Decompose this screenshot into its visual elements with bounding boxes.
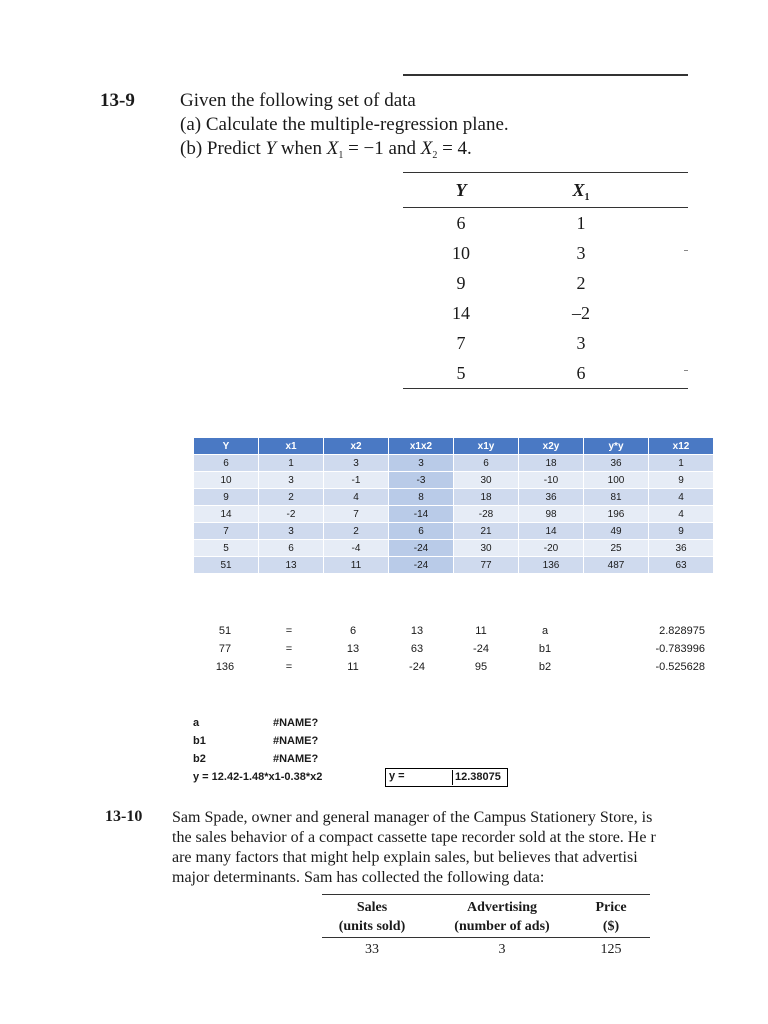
problem-number-13-9: 13-9 [100, 90, 135, 111]
cell: 13 [346, 643, 360, 655]
cell: 63 [649, 557, 714, 574]
cell: -20 [519, 540, 584, 557]
text-line: are many factors that might help explain sales, but believes that advertisi [172, 849, 638, 866]
cell: 63 [410, 643, 424, 655]
cell: 4 [324, 489, 389, 506]
cell: 51 [194, 557, 259, 574]
cell: 3 [259, 472, 324, 489]
cell: 13 [410, 625, 424, 637]
cell: 4 [649, 489, 714, 506]
cell: 11 [324, 557, 389, 574]
part-b-when: when [276, 138, 327, 159]
part-b-x2-sub: 2 [432, 150, 438, 161]
cell: 136 [215, 661, 235, 673]
col-header-x2: x2 [324, 438, 389, 455]
cell: 2.828975 [659, 625, 705, 637]
equation-row [193, 658, 705, 676]
cell: 1 [649, 455, 714, 472]
cell: 18 [519, 455, 584, 472]
header-price [572, 898, 650, 936]
prediction-label: y = [389, 770, 405, 782]
table-row [194, 523, 714, 540]
equation-row [193, 622, 705, 640]
cell: 36 [649, 540, 714, 557]
cell: b2 [538, 661, 552, 673]
cell: 10 [194, 472, 259, 489]
cell: 8 [389, 489, 454, 506]
cell: -14 [389, 506, 454, 523]
problem-part-b [180, 137, 472, 168]
table-row [194, 506, 714, 523]
cell: -2 [259, 506, 324, 523]
cell-x1: 3 [576, 243, 586, 263]
sales-table-header [322, 895, 650, 938]
cell: 487 [584, 557, 649, 574]
header-line: (number of ads) [454, 919, 550, 934]
cell: 3 [324, 455, 389, 472]
coef-label: b2 [193, 753, 206, 765]
cell: 11 [475, 625, 487, 637]
equation-row [193, 640, 705, 658]
cell-x1: 3 [576, 333, 586, 353]
cell: 6 [454, 455, 519, 472]
problem-number-13-10: 13-10 [105, 808, 143, 825]
text-line: major determinants. Sam has collected the following data: [172, 869, 545, 886]
normal-equations [193, 622, 705, 676]
part-b-x1: X [326, 138, 339, 159]
table-row [194, 540, 714, 557]
header-advertising [432, 898, 572, 936]
cell: 2 [259, 489, 324, 506]
sums-total-row [194, 557, 714, 574]
formula-text: y = 12.42-1.48*x1-0.38*x2 [193, 771, 323, 783]
cell: 6 [389, 523, 454, 540]
col-header-x1: x1 [259, 438, 324, 455]
problem-intro: Given the following set of data [180, 90, 416, 111]
table-row [403, 238, 688, 268]
cell: 77 [218, 643, 232, 655]
cell: 51 [218, 625, 232, 637]
cell-y: 14 [452, 303, 470, 323]
cell: 14 [194, 506, 259, 523]
cell: -10 [519, 472, 584, 489]
cell: 2 [324, 523, 389, 540]
cut-mark [684, 370, 688, 371]
col-header-x1y: x1y [454, 438, 519, 455]
cell: 5 [194, 540, 259, 557]
cell: -28 [454, 506, 519, 523]
data-table-13-9 [403, 172, 688, 389]
cell: a [541, 625, 549, 637]
table-row [403, 208, 688, 238]
table-row [194, 489, 714, 506]
cell: 77 [454, 557, 519, 574]
cell-y: 6 [456, 213, 466, 233]
cell-x1: 6 [576, 363, 586, 383]
cell: 100 [584, 472, 649, 489]
prediction-cell [385, 768, 508, 787]
cell-y: 10 [452, 243, 470, 263]
cell-y: 9 [456, 273, 466, 293]
cell: -24 [409, 661, 425, 673]
cell: 6 [349, 625, 357, 637]
cell: 9 [649, 472, 714, 489]
col-header-x1x2: x1x2 [389, 438, 454, 455]
cell: 7 [194, 523, 259, 540]
top-rule [403, 74, 688, 76]
cell: 3 [259, 523, 324, 540]
cell: 3 [389, 455, 454, 472]
part-b-x2: X [420, 138, 433, 159]
cell: -0.525628 [655, 661, 705, 673]
cell: -3 [389, 472, 454, 489]
cell: 21 [454, 523, 519, 540]
cell: 36 [584, 455, 649, 472]
header-line: Advertising [467, 900, 537, 915]
problem-13-10-text [172, 808, 692, 888]
data-table-header [403, 173, 688, 208]
sums-header-row [194, 438, 714, 455]
cell: 25 [584, 540, 649, 557]
part-b-eq1: = −1 and [343, 138, 421, 159]
coef-value: #NAME? [273, 735, 319, 747]
cell: 13 [259, 557, 324, 574]
header-y: Y [455, 180, 467, 200]
cell: 49 [584, 523, 649, 540]
problem-part-a: (a) Calculate the multiple-regression plane. [180, 114, 509, 135]
cell: 11 [347, 661, 359, 673]
cell: -24 [389, 540, 454, 557]
coef-value: #NAME? [273, 753, 319, 765]
cell-y: 5 [456, 363, 466, 383]
table-row [403, 358, 688, 388]
cell: 1 [259, 455, 324, 472]
table-row [194, 455, 714, 472]
cell-x1: 2 [576, 273, 586, 293]
coef-label: b1 [193, 735, 206, 747]
cell: -4 [324, 540, 389, 557]
coef-label: a [193, 717, 200, 729]
cut-mark [684, 250, 688, 251]
col-header-x12: x12 [649, 438, 714, 455]
part-b-prefix: (b) Predict [180, 138, 266, 159]
cell: 95 [474, 661, 488, 673]
cell: 30 [454, 472, 519, 489]
header-line: ($) [602, 919, 620, 934]
cell: 14 [519, 523, 584, 540]
col-header-yy: y*y [584, 438, 649, 455]
header-x1-letter: X [572, 180, 585, 200]
part-b-x1-sub: 1 [338, 150, 344, 161]
cell: = [285, 661, 293, 673]
cell-y: 7 [456, 333, 466, 353]
cell: 98 [519, 506, 584, 523]
cell: -0.783996 [655, 643, 705, 655]
cell-sales: 33 [365, 942, 379, 957]
cell: 9 [194, 489, 259, 506]
cell: 7 [324, 506, 389, 523]
header-line: Sales [356, 900, 388, 915]
sales-data-table [322, 894, 650, 962]
cell: 30 [454, 540, 519, 557]
cell-x1: –2 [572, 303, 590, 323]
cell: -24 [389, 557, 454, 574]
prediction-value: 12.38075 [452, 770, 501, 785]
header-line: Price [595, 900, 627, 915]
cell: b1 [538, 643, 552, 655]
table-row [194, 472, 714, 489]
cell: -24 [473, 643, 489, 655]
cell-advertising: 3 [498, 942, 506, 957]
cell: 9 [649, 523, 714, 540]
cell: = [285, 625, 293, 637]
header-x1-sub: 1 [584, 192, 590, 203]
part-b-y: Y [265, 138, 277, 159]
col-header-x2y: x2y [519, 438, 584, 455]
cell-price: 125 [600, 942, 622, 957]
cell: 6 [194, 455, 259, 472]
table-row [403, 298, 688, 328]
cell: 81 [584, 489, 649, 506]
cell: -1 [324, 472, 389, 489]
cell: 4 [649, 506, 714, 523]
table-row [403, 268, 688, 298]
table-row [322, 938, 650, 962]
cell: = [285, 643, 293, 655]
col-header-y: Y [194, 438, 259, 455]
part-b-eq2: = 4. [437, 138, 472, 159]
cell: 196 [584, 506, 649, 523]
cell-x1: 1 [576, 213, 586, 233]
cell: 136 [519, 557, 584, 574]
sums-table [193, 437, 714, 574]
text-line: Sam Spade, owner and general manager of the Campus Stationery Store, is [172, 809, 653, 826]
cell: 18 [454, 489, 519, 506]
header-sales [322, 898, 422, 936]
cell: 6 [259, 540, 324, 557]
text-line: the sales behavior of a compact cassette tape recorder sold at the store. He r [172, 829, 656, 846]
table-row [403, 328, 688, 358]
coef-value: #NAME? [273, 717, 319, 729]
header-line: (units sold) [338, 919, 406, 934]
cell: 36 [519, 489, 584, 506]
